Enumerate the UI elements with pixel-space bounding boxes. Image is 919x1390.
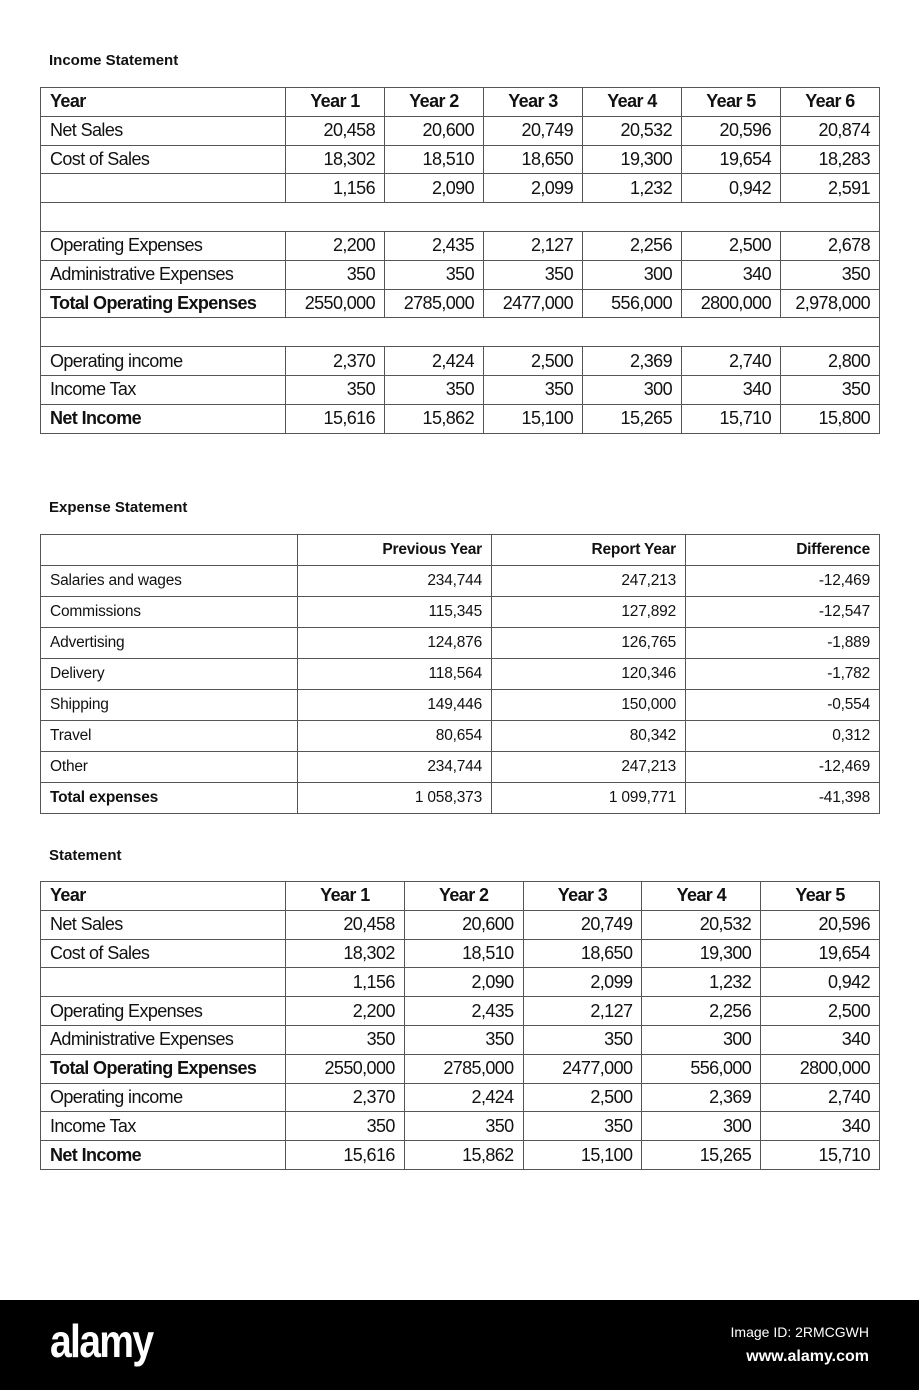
value-cell: 2,256 — [583, 231, 682, 260]
table-row — [41, 566, 880, 597]
value-cell: -1,889 — [686, 628, 880, 659]
value-cell: 1,232 — [583, 174, 682, 203]
value-cell: 2785,000 — [385, 289, 484, 318]
row-label: Income Tax — [41, 1112, 286, 1141]
column-header: Year 5 — [682, 88, 781, 117]
value-cell: 350 — [484, 375, 583, 404]
row-label: Total expenses — [41, 783, 298, 814]
value-cell: 149,446 — [298, 690, 492, 721]
value-cell: 15,100 — [484, 404, 583, 433]
value-cell: 350 — [286, 1112, 405, 1141]
value-cell: 2,099 — [484, 174, 583, 203]
table-row — [41, 1141, 880, 1170]
table-row — [41, 597, 880, 628]
income-statement-table — [40, 87, 880, 434]
table-row — [41, 968, 880, 997]
value-cell: 19,654 — [761, 939, 880, 968]
row-label: Operating income — [41, 347, 286, 376]
row-label: Administrative Expenses — [41, 1025, 286, 1054]
statement-title: Statement — [49, 847, 122, 864]
value-cell: 15,265 — [642, 1141, 761, 1170]
value-cell: 350 — [781, 260, 880, 289]
value-cell: 2550,000 — [286, 289, 385, 318]
value-cell: 18,510 — [404, 939, 523, 968]
value-cell: 350 — [286, 1025, 405, 1054]
value-cell: 15,265 — [583, 404, 682, 433]
value-cell: 2,370 — [286, 1083, 405, 1112]
table-row — [41, 289, 880, 318]
value-cell: 2,424 — [385, 347, 484, 376]
column-header: Year 2 — [385, 88, 484, 117]
value-cell: 2,090 — [385, 174, 484, 203]
row-label: Net Sales — [41, 910, 286, 939]
row-label — [41, 174, 286, 203]
row-label: Commissions — [41, 597, 298, 628]
value-cell: -41,398 — [686, 783, 880, 814]
row-label: Operating income — [41, 1083, 286, 1112]
table-row — [41, 145, 880, 174]
value-cell: 126,765 — [492, 628, 686, 659]
value-cell: -12,469 — [686, 752, 880, 783]
value-cell: 18,302 — [286, 145, 385, 174]
row-label: Total Operating Expenses — [41, 289, 286, 318]
value-cell: 2,369 — [583, 347, 682, 376]
column-header: Year 6 — [781, 88, 880, 117]
watermark-bar — [0, 1300, 919, 1390]
image-id: Image ID: 2RMCGWH — [730, 1324, 869, 1340]
value-cell: 20,600 — [404, 910, 523, 939]
value-cell: 556,000 — [583, 289, 682, 318]
value-cell: 2,200 — [286, 231, 385, 260]
value-cell: 20,600 — [385, 116, 484, 145]
value-cell: 2,127 — [523, 997, 642, 1026]
value-cell: 350 — [523, 1025, 642, 1054]
row-label: Delivery — [41, 659, 298, 690]
value-cell: 2,740 — [682, 347, 781, 376]
value-cell: 2,591 — [781, 174, 880, 203]
table-row — [41, 997, 880, 1026]
value-cell: 1,156 — [286, 968, 405, 997]
value-cell: 340 — [682, 260, 781, 289]
value-cell: 2,256 — [642, 997, 761, 1026]
row-label: Income Tax — [41, 375, 286, 404]
value-cell: 350 — [781, 375, 880, 404]
value-cell: 15,862 — [404, 1141, 523, 1170]
value-cell: 300 — [642, 1112, 761, 1141]
value-cell: 340 — [761, 1025, 880, 1054]
value-cell: 118,564 — [298, 659, 492, 690]
column-header: Year — [41, 882, 286, 911]
row-label: Operating Expenses — [41, 231, 286, 260]
value-cell: 20,874 — [781, 116, 880, 145]
value-cell: -12,469 — [686, 566, 880, 597]
value-cell: 19,300 — [642, 939, 761, 968]
table-row — [41, 347, 880, 376]
value-cell: 2785,000 — [404, 1054, 523, 1083]
value-cell: 234,744 — [298, 752, 492, 783]
row-label: Shipping — [41, 690, 298, 721]
value-cell: 350 — [404, 1025, 523, 1054]
table-row — [41, 910, 880, 939]
row-label — [41, 968, 286, 997]
value-cell: 80,342 — [492, 721, 686, 752]
table-row — [41, 1083, 880, 1112]
value-cell: 150,000 — [492, 690, 686, 721]
value-cell: 18,650 — [523, 939, 642, 968]
table-row — [41, 260, 880, 289]
spacer-row — [41, 318, 880, 347]
value-cell: 1,156 — [286, 174, 385, 203]
value-cell: 127,892 — [492, 597, 686, 628]
value-cell: 120,346 — [492, 659, 686, 690]
table-row — [41, 690, 880, 721]
value-cell: 2,800 — [781, 347, 880, 376]
value-cell: 340 — [761, 1112, 880, 1141]
table-row — [41, 1054, 880, 1083]
value-cell: 2,369 — [642, 1083, 761, 1112]
value-cell: 247,213 — [492, 566, 686, 597]
table-row — [41, 231, 880, 260]
table-row — [41, 1025, 880, 1054]
header-row — [41, 535, 880, 566]
column-header: Year 3 — [484, 88, 583, 117]
value-cell: 15,710 — [761, 1141, 880, 1170]
value-cell: 2,978,000 — [781, 289, 880, 318]
row-label: Total Operating Expenses — [41, 1054, 286, 1083]
value-cell: 1,232 — [642, 968, 761, 997]
statement-table — [40, 881, 880, 1170]
value-cell: -1,782 — [686, 659, 880, 690]
value-cell: 18,510 — [385, 145, 484, 174]
value-cell: 2,500 — [682, 231, 781, 260]
row-label: Net Income — [41, 404, 286, 433]
value-cell: 340 — [682, 375, 781, 404]
value-cell: 15,616 — [286, 404, 385, 433]
value-cell: 15,616 — [286, 1141, 405, 1170]
value-cell: 19,300 — [583, 145, 682, 174]
value-cell: 2,370 — [286, 347, 385, 376]
value-cell: 2,678 — [781, 231, 880, 260]
value-cell: 0,312 — [686, 721, 880, 752]
column-header: Year 1 — [286, 882, 405, 911]
value-cell: 115,345 — [298, 597, 492, 628]
value-cell: 19,654 — [682, 145, 781, 174]
value-cell: 124,876 — [298, 628, 492, 659]
value-cell: 20,749 — [523, 910, 642, 939]
value-cell: 2,127 — [484, 231, 583, 260]
value-cell: 350 — [385, 260, 484, 289]
value-cell: 2800,000 — [682, 289, 781, 318]
spacer-cell — [41, 203, 880, 232]
row-label: Advertising — [41, 628, 298, 659]
header-row — [41, 88, 880, 117]
value-cell: 20,532 — [583, 116, 682, 145]
value-cell: 350 — [484, 260, 583, 289]
row-label: Administrative Expenses — [41, 260, 286, 289]
column-header: Difference — [686, 535, 880, 566]
value-cell: 1 058,373 — [298, 783, 492, 814]
value-cell: 18,302 — [286, 939, 405, 968]
table-row — [41, 174, 880, 203]
table-row — [41, 783, 880, 814]
income-statement-title: Income Statement — [49, 52, 179, 69]
row-label: Operating Expenses — [41, 997, 286, 1026]
row-label: Travel — [41, 721, 298, 752]
table-row — [41, 375, 880, 404]
table-row — [41, 939, 880, 968]
value-cell: 20,749 — [484, 116, 583, 145]
value-cell: 350 — [286, 260, 385, 289]
row-label: Cost of Sales — [41, 145, 286, 174]
column-header: Year 1 — [286, 88, 385, 117]
value-cell: 2,099 — [523, 968, 642, 997]
value-cell: 0,942 — [761, 968, 880, 997]
value-cell: 20,596 — [761, 910, 880, 939]
value-cell: 2,500 — [761, 997, 880, 1026]
value-cell: 20,458 — [286, 910, 405, 939]
column-header: Year 4 — [642, 882, 761, 911]
value-cell: 2,424 — [404, 1083, 523, 1112]
row-label: Other — [41, 752, 298, 783]
expense-statement-table — [40, 534, 880, 814]
table-row — [41, 1112, 880, 1141]
spacer-cell — [41, 318, 880, 347]
header-row — [41, 882, 880, 911]
table-row — [41, 659, 880, 690]
value-cell: 20,458 — [286, 116, 385, 145]
value-cell: -0,554 — [686, 690, 880, 721]
value-cell: 300 — [583, 375, 682, 404]
site-url: www.alamy.com — [746, 1348, 869, 1365]
value-cell: 1 099,771 — [492, 783, 686, 814]
value-cell: 247,213 — [492, 752, 686, 783]
value-cell: 300 — [642, 1025, 761, 1054]
value-cell: 2550,000 — [286, 1054, 405, 1083]
value-cell: 2,740 — [761, 1083, 880, 1112]
value-cell: 2,500 — [484, 347, 583, 376]
value-cell: 18,283 — [781, 145, 880, 174]
value-cell: 80,654 — [298, 721, 492, 752]
column-header: Year 2 — [404, 882, 523, 911]
value-cell: 2,090 — [404, 968, 523, 997]
column-header — [41, 535, 298, 566]
value-cell: 18,650 — [484, 145, 583, 174]
value-cell: 15,710 — [682, 404, 781, 433]
value-cell: 20,532 — [642, 910, 761, 939]
row-label: Cost of Sales — [41, 939, 286, 968]
column-header: Year 4 — [583, 88, 682, 117]
column-header: Year 5 — [761, 882, 880, 911]
column-header: Year — [41, 88, 286, 117]
column-header: Previous Year — [298, 535, 492, 566]
value-cell: 300 — [583, 260, 682, 289]
value-cell: -12,547 — [686, 597, 880, 628]
value-cell: 20,596 — [682, 116, 781, 145]
row-label: Net Income — [41, 1141, 286, 1170]
value-cell: 15,862 — [385, 404, 484, 433]
column-header: Report Year — [492, 535, 686, 566]
value-cell: 350 — [286, 375, 385, 404]
row-label: Net Sales — [41, 116, 286, 145]
value-cell: 2,435 — [385, 231, 484, 260]
column-header: Year 3 — [523, 882, 642, 911]
value-cell: 2477,000 — [523, 1054, 642, 1083]
table-row — [41, 628, 880, 659]
value-cell: 0,942 — [682, 174, 781, 203]
table-row — [41, 116, 880, 145]
spacer-row — [41, 203, 880, 232]
value-cell: 2800,000 — [761, 1054, 880, 1083]
table-row — [41, 404, 880, 433]
value-cell: 350 — [523, 1112, 642, 1141]
value-cell: 2,500 — [523, 1083, 642, 1112]
value-cell: 15,100 — [523, 1141, 642, 1170]
value-cell: 350 — [385, 375, 484, 404]
row-label: Salaries and wages — [41, 566, 298, 597]
alamy-logo: alamy — [50, 1315, 153, 1367]
value-cell: 2,200 — [286, 997, 405, 1026]
value-cell: 2,435 — [404, 997, 523, 1026]
table-row — [41, 752, 880, 783]
value-cell: 556,000 — [642, 1054, 761, 1083]
value-cell: 234,744 — [298, 566, 492, 597]
table-row — [41, 721, 880, 752]
expense-statement-title: Expense Statement — [49, 499, 188, 516]
value-cell: 15,800 — [781, 404, 880, 433]
value-cell: 350 — [404, 1112, 523, 1141]
value-cell: 2477,000 — [484, 289, 583, 318]
